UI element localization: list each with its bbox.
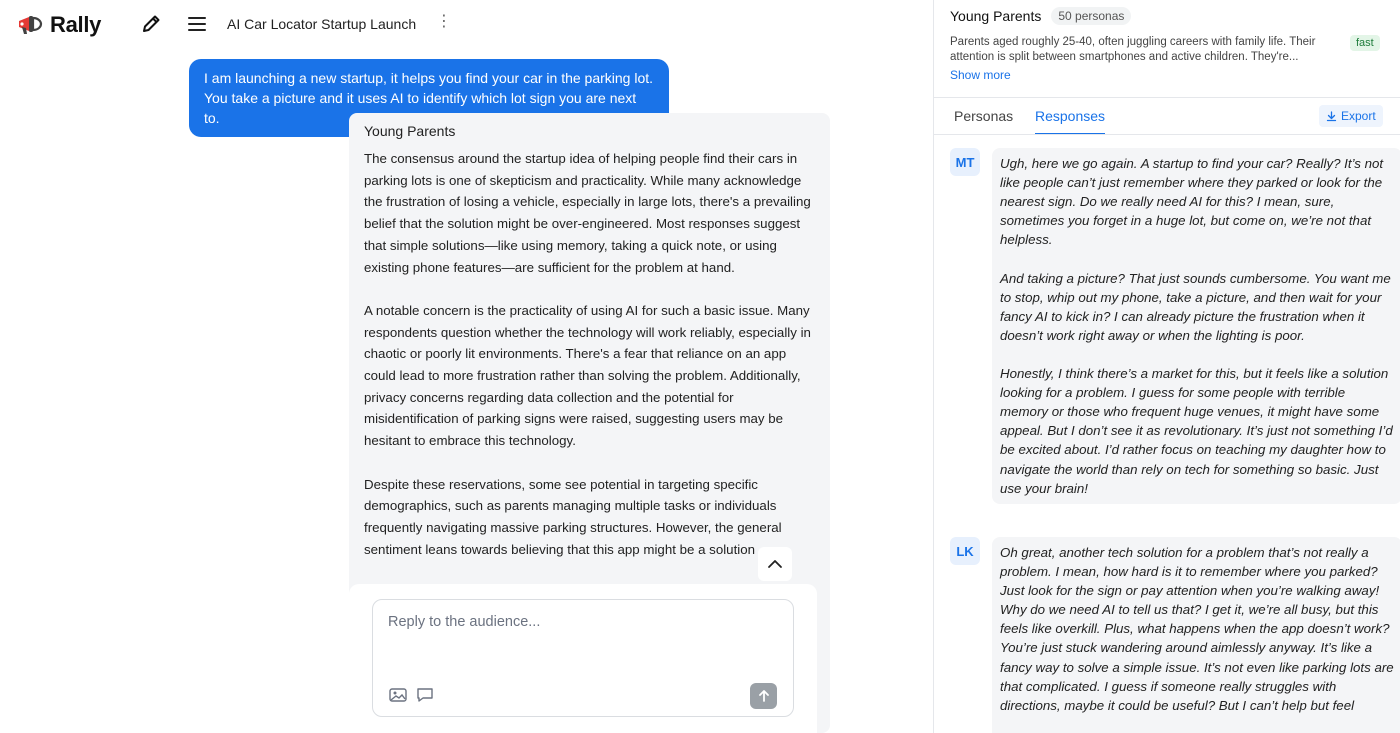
send-button[interactable]	[750, 683, 777, 709]
reply-input[interactable]	[388, 614, 778, 664]
tab-responses[interactable]: Responses	[1035, 108, 1105, 135]
summary-paragraph: The consensus around the startup idea of helping people find their cars in parking lots is one of skepticism and practicality. While many acknowledge the frustration of losing a vehicle, especially in large lots, there's a prevailing belief that the solution might be over-engineered. Most responses suggest that simple solutions—like using memory, taking a quick note, or using existing phone features—are sufficient for the problem at hand.	[364, 151, 811, 275]
response-text	[992, 537, 1400, 733]
persona-group-name: Young Parents	[950, 8, 1042, 24]
avatar: LK	[950, 537, 980, 565]
kebab-menu-icon[interactable]: ⋮	[436, 13, 452, 30]
response-paragraph: And taking a picture? That just sounds cumbersome. You want me to stop, whip out my phone, take a picture, and then wait for your fancy AI to kick in? I can already picture the frustration when it doesn’t work right away or when the lighting is poor.	[1000, 270, 1391, 343]
summary-paragraph: A notable concern is the practicality of using AI for such a basic issue. Many respondents question whether the technology will work reliably, especially in chaotic or poorly lit environments. There's a fear that reliance on an app could lead to more frustration rather than solving the problem. Additionally, privacy concerns regarding data collection and the potential for misidentification of parking signs were raised, suggesting users may be hesitant to embrace this technology.	[364, 302, 811, 449]
menu-button[interactable]	[185, 12, 209, 36]
download-icon	[1326, 111, 1337, 122]
chevron-up-icon	[767, 559, 783, 569]
tab-personas[interactable]: Personas	[954, 108, 1014, 124]
composer-box	[372, 599, 794, 717]
tabs-divider	[934, 134, 1400, 135]
megaphone-logo-icon	[16, 12, 44, 38]
export-label: Export	[1341, 109, 1376, 123]
conversation-title[interactable]: AI Car Locator Startup Launch	[227, 16, 417, 32]
persona-count-badge: 50 personas	[1051, 7, 1131, 25]
response-paragraph: Honestly, I think there’s a market for this, but it feels like a solution looking for a problem. I guess for some people with terrible memory or those who frequent huge venues, it might have some appeal. But I don’t see it as revolutionary. It’s just not something I’d be excited about. I’d rather focus on teaching my daughter how to navigate the world than rely on tech for something so basic. Just use your brain!	[1000, 366, 1393, 496]
audience-name: Young Parents	[364, 123, 456, 139]
pencil-icon	[140, 13, 162, 35]
export-button[interactable]	[1319, 105, 1383, 127]
brand-name: Rally	[50, 12, 102, 37]
summary-paragraph: Despite these reservations, some see potential in targeting specific demographics, such as parents managing multiple tasks or individuals frequently navigating massive parking structures. However, the general sentiment leans towards believing that this app might be a solution	[364, 476, 782, 557]
response-paragraph: Oh great, another tech solution for a problem that’s not really a problem. I mean, how hard is it to remember where you parked? Just look for the sign or pay attention when you’re walking away! Why do we need AI to tell us that? I get it, we’re all busy, but this feels like overkill. Plus, what happens when the app doesn’t work? You’re just stuck wandering around aimlessly anyway. It’s like a fancy way to solve a simple issue. It’s not even like parking lots are that complicated. I guess if someone really struggles with directions, maybe it could be useful? But I can’t help but feel	[1000, 545, 1394, 713]
summary-text	[364, 148, 816, 582]
persona-description: Parents aged roughly 25-40, often juggling careers with family life. Their attention is split between smartphones and active children. They're...	[950, 36, 1316, 63]
top-bar	[0, 0, 933, 50]
edit-button[interactable]	[139, 12, 163, 36]
avatar: MT	[950, 148, 980, 176]
show-more-link[interactable]: Show more	[950, 68, 1011, 82]
brand-logo[interactable]	[16, 12, 101, 38]
speech-bubble-icon[interactable]	[415, 686, 435, 704]
response-paragraph: Ugh, here we go again. A startup to find your car? Really? It’s not like people can’t just remember where they parked or look for the nearest sign. Do we really need AI for this? I mean, sure, sometimes you forget in a huge lot, but come on, we’re not that helpless.	[1000, 156, 1384, 248]
arrow-up-icon	[757, 689, 771, 703]
image-icon[interactable]	[388, 686, 408, 704]
user-message: I am launching a new startup, it helps you find your car in the parking lot. You take a picture and it uses AI to identify which lot sign you are next to.	[189, 59, 669, 137]
divider	[934, 97, 1400, 98]
panel-header	[950, 7, 1131, 25]
response-text	[992, 148, 1400, 504]
scroll-up-button[interactable]	[758, 547, 792, 581]
composer-area	[349, 584, 817, 733]
audience-panel	[933, 0, 1400, 733]
speed-badge: fast	[1350, 35, 1380, 51]
hamburger-menu-icon	[187, 15, 207, 33]
